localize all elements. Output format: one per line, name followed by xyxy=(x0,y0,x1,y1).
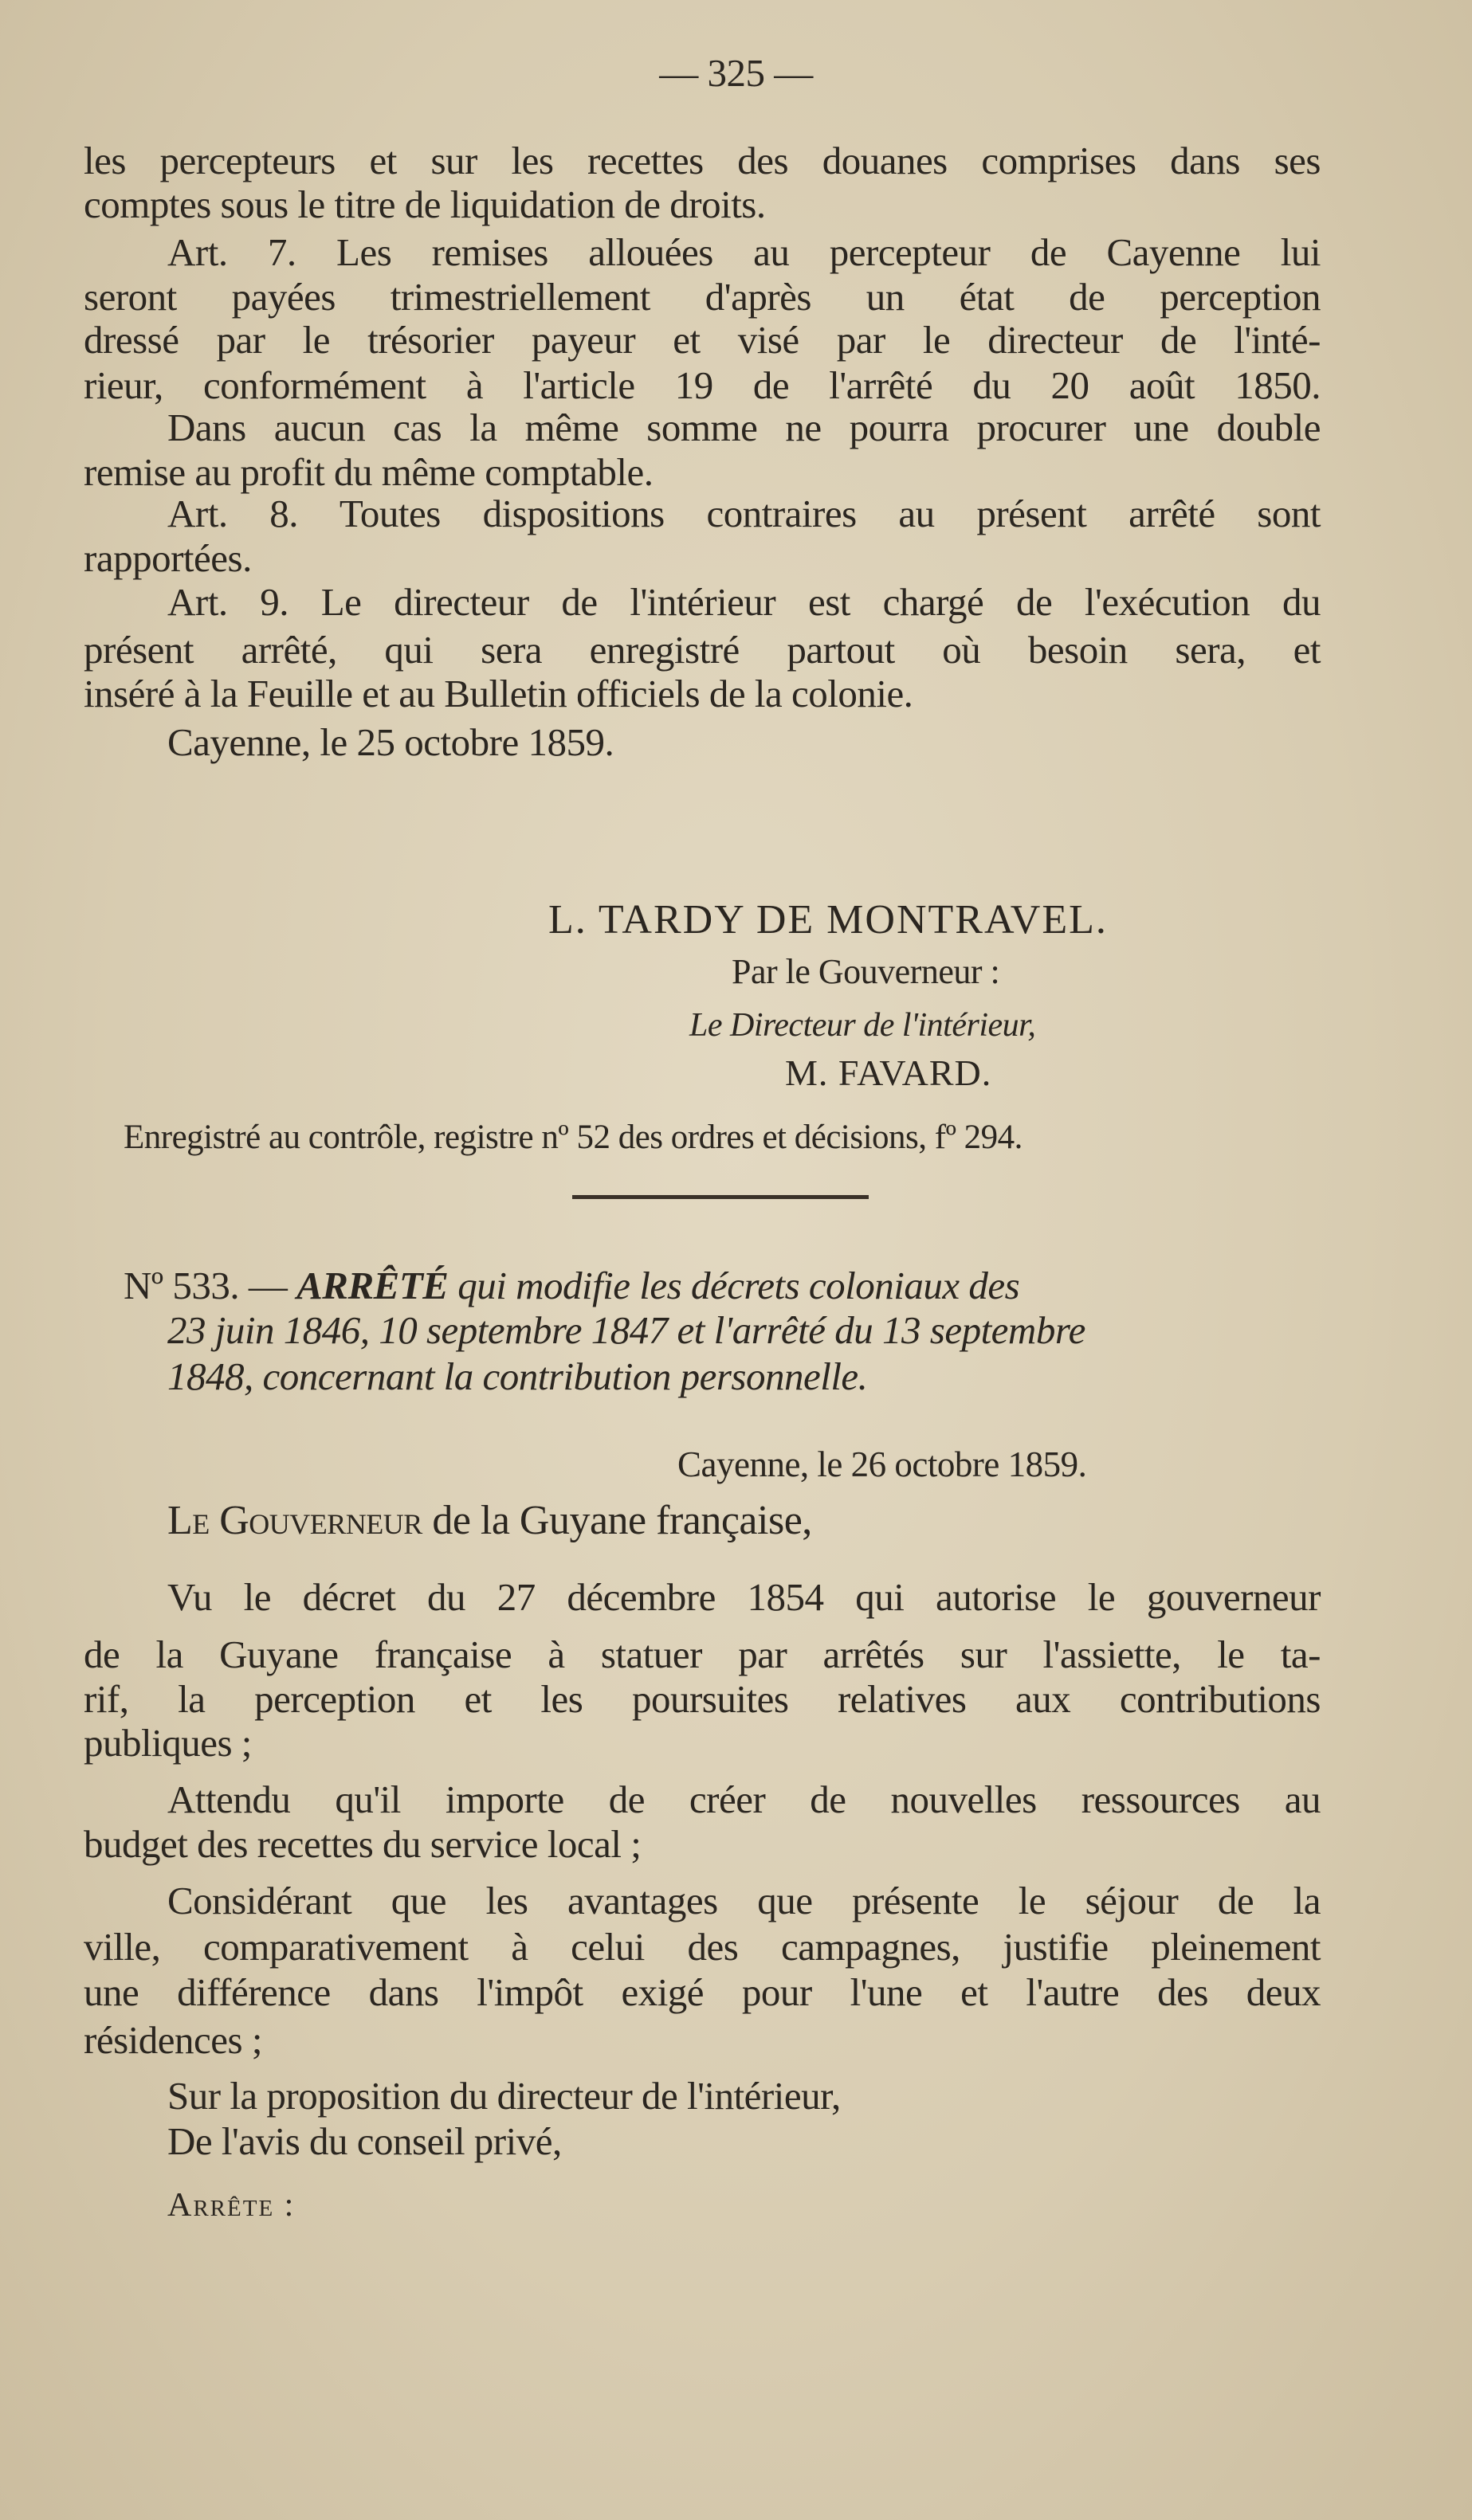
text-line: présent arrêté, qui sera enregistré partout où besoin sera, et xyxy=(84,628,1321,672)
text-line: Vu le décret du 27 décembre 1854 qui autorise le gouverneur xyxy=(167,1575,1321,1619)
decree-date: Cayenne, le 26 octobre 1859. xyxy=(677,1444,1087,1484)
text-line: rapportées. xyxy=(84,536,252,580)
governor-title: Le Gouverneur xyxy=(167,1498,422,1543)
text-line: rieur, conformément à l'article 19 de l'arrêté du 20 août 1850. xyxy=(84,363,1321,407)
text-line: de la Guyane française à statuer par arrêtés sur l'assiette, le ta- xyxy=(84,1632,1321,1676)
text-line: les percepteurs et sur les recettes des douanes comprises dans ses xyxy=(84,139,1321,182)
signer-role: Le Directeur de l'intérieur, xyxy=(689,1007,1036,1044)
text-line: budget des recettes du service local ; xyxy=(84,1822,642,1866)
text-line: Dans aucun cas la même somme ne pourra procurer une double xyxy=(167,406,1321,449)
signer-name: M. FAVARD. xyxy=(785,1052,992,1093)
registration-note: Enregistré au contrôle, registre nº 52 des ordres et décisions, fº 294. xyxy=(124,1119,1023,1156)
decree-type: ARRÊTÉ xyxy=(296,1264,449,1307)
governor-signature: L. TARDY DE MONTRAVEL. xyxy=(548,897,1108,943)
text-line: Considérant que les avantages que présente le séjour de la xyxy=(167,1879,1321,1922)
text-line: résidences ; xyxy=(84,2018,262,2062)
text-line: De l'avis du conseil privé, xyxy=(167,2119,562,2163)
text-line: remise au profit du même comptable. xyxy=(84,450,654,494)
governor-line xyxy=(167,1497,812,1545)
text-line: dressé par le trésorier payeur et visé par le directeur de l'inté- xyxy=(84,318,1321,362)
text-line: seront payées trimestriellement d'après un état de perception xyxy=(84,275,1321,319)
countersign-label: Par le Gouverneur : xyxy=(732,952,1000,991)
decree-title-line: 1848, concernant la contribution personnelle. xyxy=(167,1354,868,1398)
text-line: Cayenne, le 25 octobre 1859. xyxy=(167,720,614,764)
text-line: une différence dans l'impôt exigé pour l'une et l'autre des deux xyxy=(84,1970,1321,2014)
text-line: publiques ; xyxy=(84,1721,252,1765)
section-divider xyxy=(572,1195,869,1199)
governor-rest: de la Guyane française, xyxy=(422,1498,812,1543)
decree-title-line: 23 juin 1846, 10 septembre 1847 et l'arrêté du 13 septembre xyxy=(167,1308,1085,1352)
text-line: Art. 7. Les remises allouées au percepteur de Cayenne lui xyxy=(167,230,1321,274)
decree-number: Nº 533. — xyxy=(124,1264,297,1307)
text-line: rif, la perception et les poursuites relatives aux contributions xyxy=(84,1677,1321,1721)
decree-title: qui modifie les décrets coloniaux des xyxy=(448,1264,1020,1307)
text-line: ville, comparativement à celui des campagnes, justifie pleinement xyxy=(84,1925,1321,1969)
text-line: Attendu qu'il importe de créer de nouvelles ressources au xyxy=(167,1777,1321,1821)
page-number: — 325 — xyxy=(659,51,813,95)
text-line: Art. 9. Le directeur de l'intérieur est chargé de l'exécution du xyxy=(167,580,1321,624)
text-line: comptes sous le titre de liquidation de droits. xyxy=(84,182,766,226)
text-line: inséré à la Feuille et au Bulletin officiels de la colonie. xyxy=(84,672,913,715)
decree-title-line xyxy=(124,1262,1019,1310)
text-line: Art. 8. Toutes dispositions contraires au présent arrêté sont xyxy=(167,492,1321,535)
arrete-heading: Arrête : xyxy=(167,2187,296,2224)
text-line: Sur la proposition du directeur de l'intérieur, xyxy=(167,2074,841,2118)
